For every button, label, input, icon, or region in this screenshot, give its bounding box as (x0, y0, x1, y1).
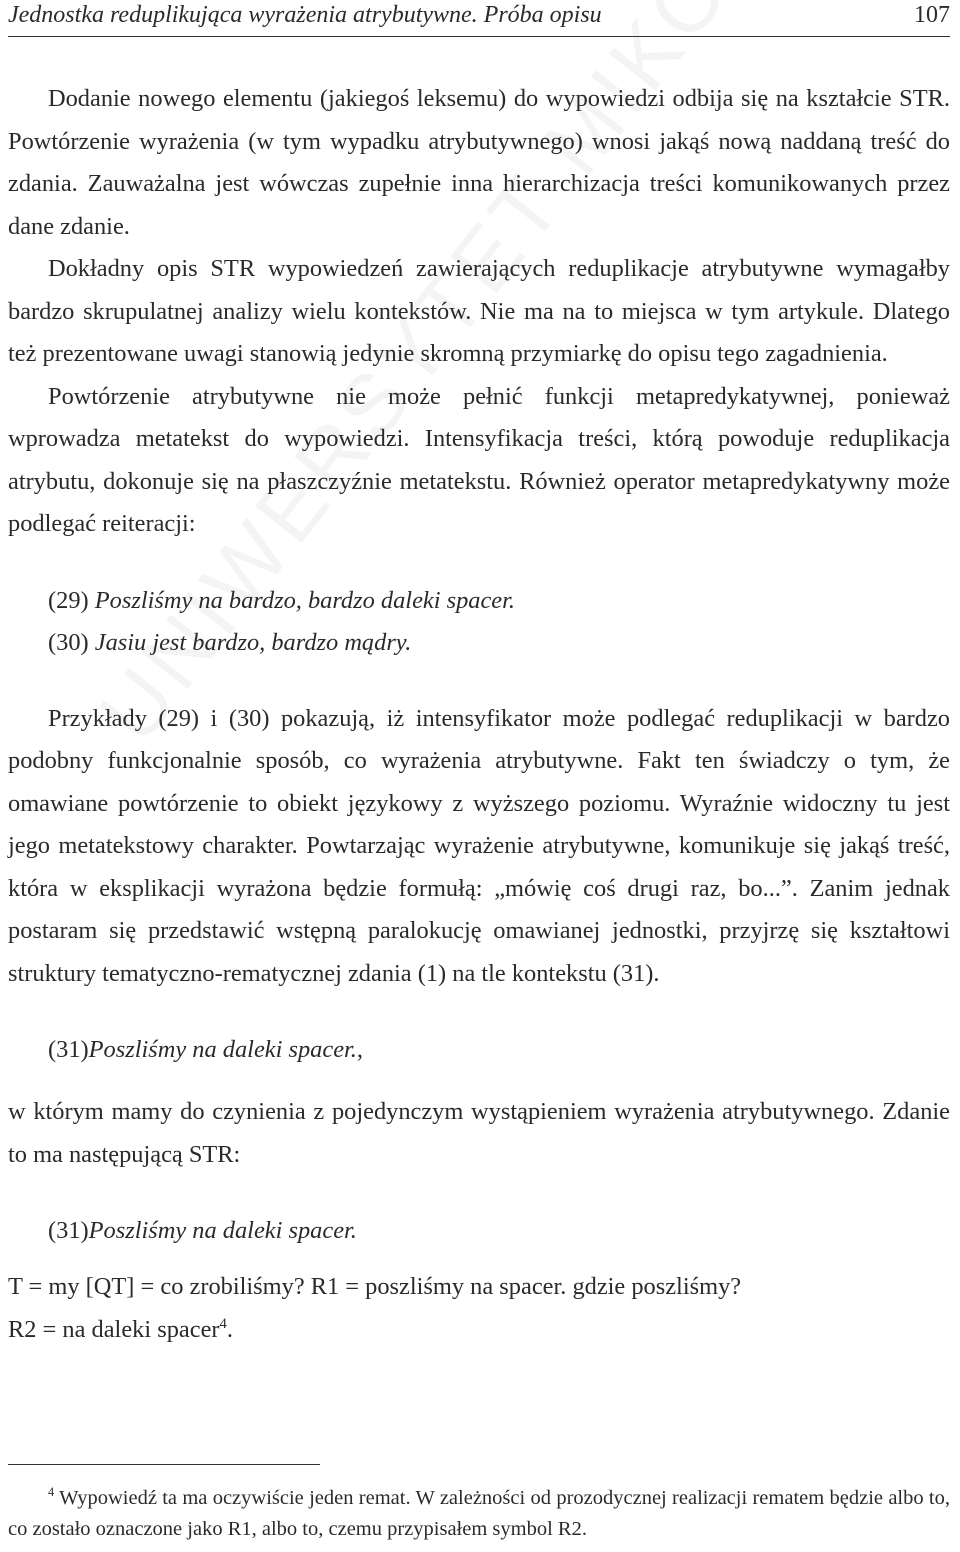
paragraph-4: Przykłady (29) i (30) pokazują, iż intensyfikator może podlegać reduplikacji w bardzo podobny funkcjonalnie sposób, co wyrażenia atrybutywne. Fakt ten świadczy o tym, że omawiane powtórzenie to obiekt językowy z wyższego poziomu. Wyraźnie widoczny tu jest jego metatekstowy charakter. Powtarzając wyrażenie atrybutywne, komunikuje się jakąś treść, która w eksplikacji wyrażona będzie formułą: „mówię coś drugi raz, bo...”. Zanim jednak postaram się przedstawić wstępną paralokucję omawianej jednostki, przyjrzę się kształtowi struktury tematyczno-rematycznej zdania (1) na tle kontekstu (31). (8, 704, 950, 987)
header-title: Jednostka reduplikująca wyrażenia atrybutywne. Próba opisu (8, 2, 602, 28)
example-number: (30) (48, 628, 89, 656)
example-tail: , (356, 1036, 364, 1063)
example-text: Poszliśmy na daleki spacer. (88, 1217, 357, 1244)
paragraph-3: Powtórzenie atrybutywne nie może pełnić funkcji metapredykatywnej, ponieważ wprowadza metatekst do wypowiedzi. Intensyfikacja treści, którą powoduje reduplikacja atrybutu, dokonuje się na płaszczyźnie metatekstu. Również operator metapredykatywny może podlegać reiteracji: (8, 382, 950, 537)
example-number: (29) (48, 586, 89, 614)
example-31b (8, 1210, 950, 1252)
paragraph-1: Dodanie nowego elementu (jakiegoś leksemu) do wypowiedzi odbija się na kształcie STR. Powtórzenie wyrażenia (w tym wypadku atrybutywnego) wnosi jakąś nową naddaną treść do zdania. Zauważalna jest wówczas zupełnie inna hierarchizacja treści komunikowanych przez dane zdanie. (8, 85, 950, 240)
paragraph-2: Dokładny opis STR wypowiedzeń zawierających reduplikacje atrybutywne wymagałby bardzo skrupulatnej analizy wielu kontekstów. Nie ma na to miejsca w tym artykule. Dlatego też prezentowane uwagi stanowią jedynie skromną przymiarkę do opisu tego zagadnienia. (8, 255, 950, 367)
running-header (8, 0, 950, 37)
str-line-2-main: R2 = na daleki spacer (8, 1315, 220, 1343)
example-text: Poszliśmy na daleki spacer. (88, 1036, 357, 1063)
footnote-separator (8, 1464, 320, 1465)
page-number: 107 (914, 2, 950, 28)
example-text: Jasiu jest bardzo, bardzo mądry. (94, 628, 412, 656)
example-text: Poszliśmy na bardzo, bardzo daleki spacer. (94, 586, 516, 614)
str-line-1: T = my [QT] = co zrobiliśmy? R1 = poszliśmy na spacer. gdzie poszliśmy? (8, 1273, 742, 1300)
str-line-2 (8, 1309, 950, 1352)
example-30 (8, 622, 950, 664)
str-line-2-end: . (226, 1315, 233, 1343)
example-29 (8, 580, 950, 622)
example-31a (8, 1029, 950, 1071)
paragraph-5: w którym mamy do czynienia z pojedynczym wystąpieniem wyrażenia atrybutywnego. Zdanie to ma następującą STR: (8, 1098, 950, 1168)
footnote-ref: 4 (219, 1315, 227, 1332)
footnote (8, 1483, 950, 1545)
example-number: (31) (48, 1217, 89, 1244)
footnote-mark: 4 (48, 1485, 55, 1500)
example-number: (31) (48, 1036, 89, 1063)
footnote-text: Wypowiedź ta ma oczywiście jeden remat. W zależności od prozodycznej realizacji rematem będzie albo to, co zostało oznaczone jako R1, albo to, czemu przypisałem symbol R2. (8, 1487, 950, 1540)
page-body (8, 78, 950, 1351)
